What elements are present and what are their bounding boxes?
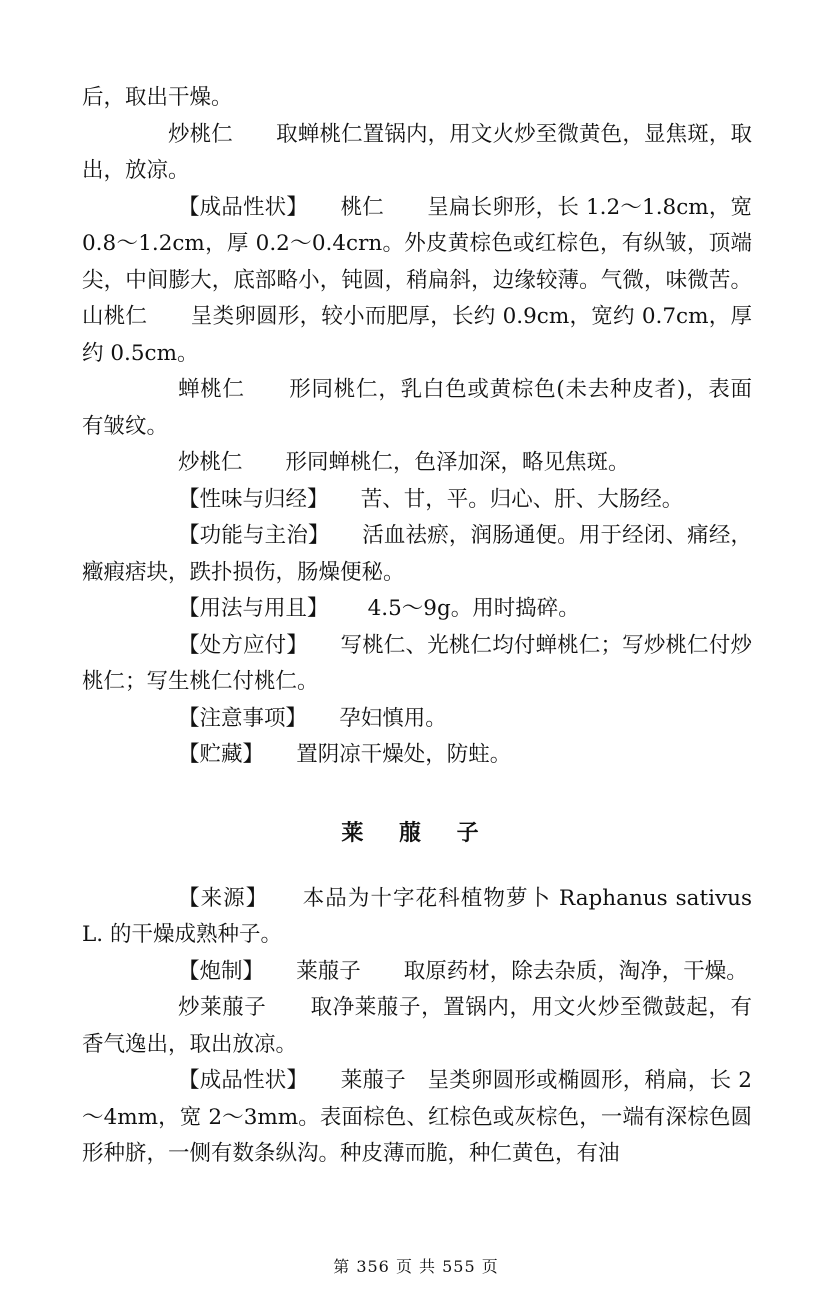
paragraph-dosage: 【用法与用且】 4.5～9g。用时捣碎。 <box>178 596 580 621</box>
paragraph-processing: 【炮制】 莱菔子 取原药材，除去杂质，淘净，干燥。 <box>178 958 748 984</box>
paragraph-prescription: 【处方应付】 写桃仁、光桃仁均付蝉桃仁；写炒桃仁付炒桃仁；写生桃仁付桃仁。 <box>82 632 752 694</box>
document-page <box>82 80 759 1240</box>
paragraph-storage: 【贮藏】 置阴凉干燥处，防蛀。 <box>178 742 512 767</box>
paragraph-function: 【功能与主治】 活血祛瘀，润肠通便。用于经闭、痛经，癥瘕痞块，跌扑损伤，肠燥便秘。 <box>82 523 752 585</box>
paragraph-fried-radish-seed: 炒莱菔子 取净莱菔子，置锅内，用文火炒至微鼓起，有香气逸出，取出放凉。 <box>82 995 752 1057</box>
paragraph-caution: 【注意事项】 孕妇慎用。 <box>178 705 447 731</box>
paragraph-product-traits: 【成品性状】 桃仁 呈扁长卵形，长 1.2～1.8cm，宽 0.8～1.2cm，厚 0.2～0.4crn。外皮黄棕色或红棕色，有纵皱，顶端尖，中间膨大，底部略小，钝圆，稍扁斜，边缘较薄。气微，味微苦。山桃仁 呈类卵圆形，较小而肥厚，长约 0.9cm，宽约 0.7cm，厚约 0.5cm。 <box>82 194 759 366</box>
paragraph-blanched-kernel: 蝉桃仁 形同桃仁，乳白色或黄棕色(未去种皮者)，表面有皱纹。 <box>82 377 752 439</box>
paragraph-processing-fried: 炒桃仁 取蝉桃仁置锅内，用文火炒至微黄色，显焦斑，取出，放凉。 <box>82 121 752 183</box>
paragraph-source: 【来源】 本品为十字花科植物萝卜 Raphanus sativus L. 的干燥成熟种子。 <box>82 885 759 947</box>
page-footer: 第 356 页 共 555 页 <box>333 1257 499 1276</box>
section-heading: 莱 菔 子 <box>341 819 493 846</box>
paragraph-radish-traits: 【成品性状】 莱菔子 呈类卵圆形或椭圆形，稍扁，长 2～4mm，宽 2～3mm。表面棕色、红棕色或灰棕色，一端有深棕色圆形种脐，一侧有数条纵沟。种皮薄而脆，种仁黄色，有油 <box>82 1068 752 1166</box>
paragraph-fried-kernel: 炒桃仁 形同蝉桃仁，色泽加深，略见焦斑。 <box>178 450 630 475</box>
paragraph-continuation: 后，取出干燥。 <box>82 85 233 110</box>
paragraph-taste-meridian: 【性味与归经】 苦、甘，平。归心、肝、大肠经。 <box>178 486 684 512</box>
